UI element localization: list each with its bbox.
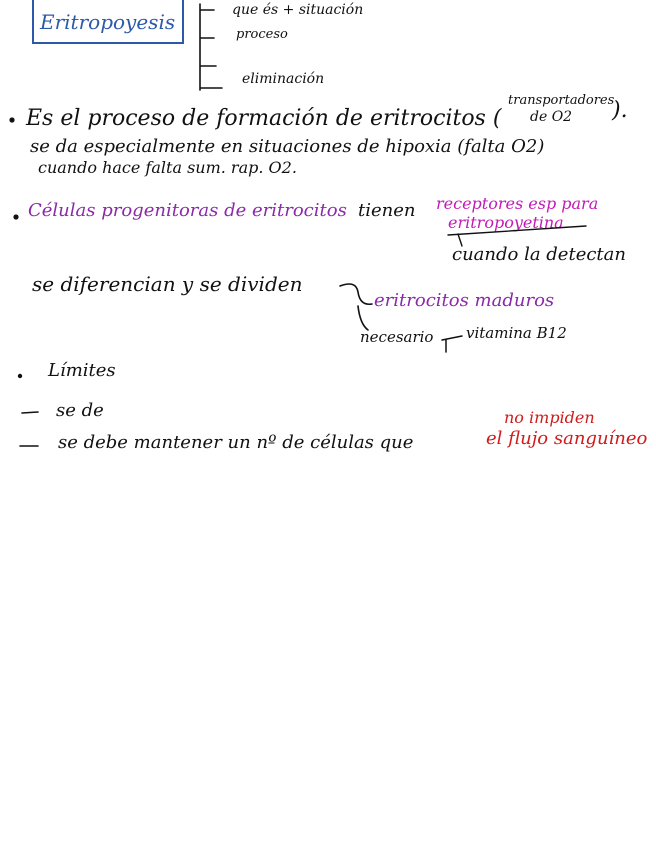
receptor-tick — [458, 234, 462, 246]
limits-item-1: se de — [56, 400, 104, 421]
branch-proceso: proceso — [236, 27, 288, 42]
mature-erythrocytes: eritrocitos maduros — [374, 290, 555, 311]
title-text: Eritropoyesis — [40, 10, 176, 34]
differentiate-brace — [340, 284, 372, 330]
progenitor-cells: Células progenitoras de eritrocitos — [28, 200, 347, 221]
definition-aside-2: de O2 — [530, 109, 573, 125]
when-detected: cuando la detectan — [452, 244, 626, 265]
limits-title: Límites — [48, 360, 116, 381]
branch-que-es: que és + situación — [232, 2, 364, 18]
definition-line-1: Es el proceso de formación de eritrocitos ( — [26, 106, 502, 131]
dash-limits-1 — [22, 412, 38, 413]
differentiate-divide: se diferencian y se dividen — [32, 272, 303, 296]
limits-red-2: el flujo sanguíneo — [486, 428, 648, 449]
definition-line-2: se da especialmente en situaciones de hipoxia (falta O2) — [30, 136, 545, 157]
receptor-underline — [448, 226, 586, 235]
bullet-limits — [18, 374, 22, 378]
limits-red-1: no impiden — [504, 408, 595, 427]
receptors-line-1: receptores esp para — [436, 194, 599, 213]
vitamin-b12: vitamina B12 — [466, 324, 567, 342]
vitamin-bracket — [442, 336, 462, 352]
definition-aside-1: transportadores — [508, 93, 615, 108]
branch-eliminacion: eliminación — [242, 71, 325, 87]
bullet-definition — [9, 117, 14, 122]
limits-item-2: se debe mantener un nº de células que — [58, 432, 414, 453]
progenitor-tienen: tienen — [358, 200, 416, 221]
necessary-label: necesario — [360, 328, 434, 346]
title-bracket — [200, 4, 222, 90]
definition-line-3: cuando hace falta sum. rap. O2. — [38, 158, 297, 177]
receptors-line-2: eritropoyetina — [448, 213, 564, 232]
definition-close: ). — [612, 98, 628, 123]
bullet-progenitor — [13, 214, 18, 219]
